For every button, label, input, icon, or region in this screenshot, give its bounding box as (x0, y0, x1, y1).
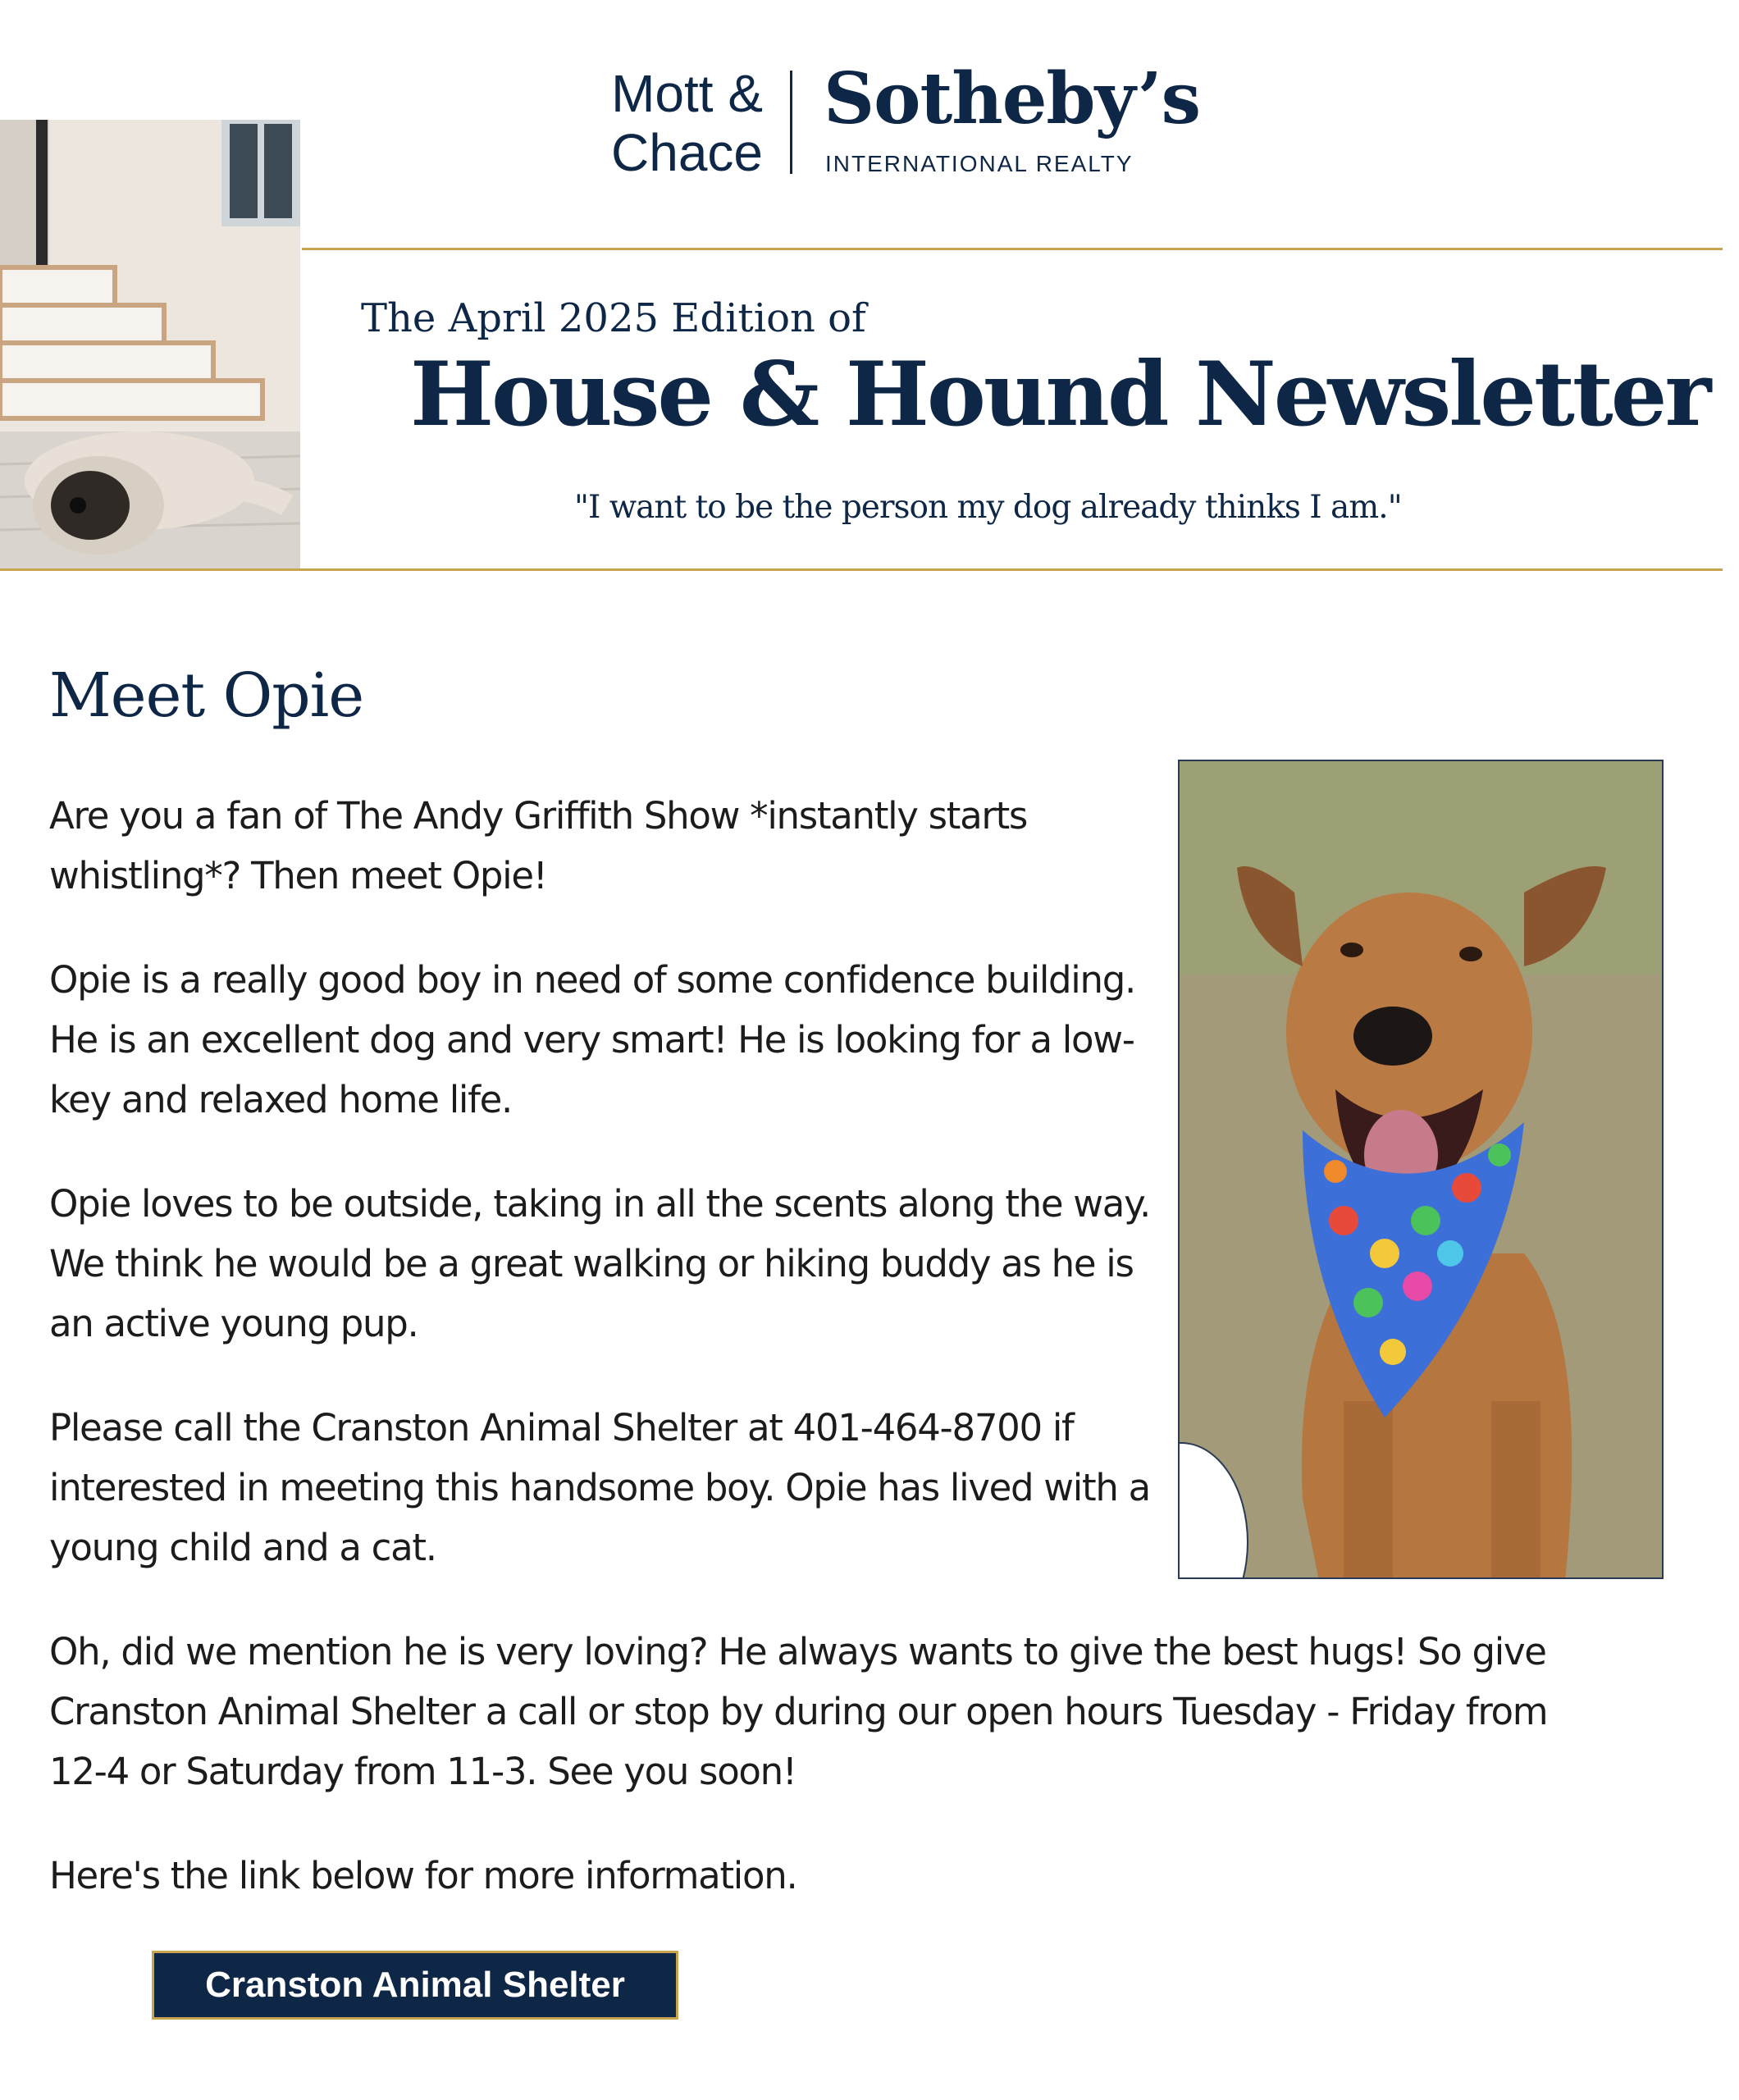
article-paragraph: Oh, did we mention he is very loving? He always wants to give the best hugs! So give Cranston Animal Shelter a call or stop by during our open hours Tuesday - Friday from 12-4 or Saturday from 11-3. See you soon! (49, 1630, 1548, 1793)
logo-divider (790, 71, 792, 174)
header-pug-photo (0, 120, 300, 569)
pug-on-stairs-illustration (0, 120, 300, 569)
header-bottom-rule (0, 568, 1723, 571)
article-paragraph: Opie loves to be outside, taking in all the scents along the way. We think he would be a great walking or hiking buddy as he is an active young pup. (49, 1182, 1150, 1345)
opie-photo (1178, 760, 1664, 1579)
article-paragraph: Here's the link below for more information. (49, 1854, 797, 1897)
logo-sothebys: Sotheby’s (824, 57, 1201, 140)
article-heading: Meet Opie (49, 660, 364, 731)
logo-chace-line: Chace (611, 123, 763, 182)
logo-mott-line: Mott & (611, 64, 763, 123)
article-paragraph: Opie is a really good boy in need of some confidence building. He is an excellent dog and very smart! He is looking for a low-key and relaxed home life. (49, 958, 1136, 1121)
article-paragraph: Please call the Cranston Animal Shelter at 401-464-8700 if interested in meeting this handsome boy. Opie has lived with a young child and a cat. (49, 1406, 1150, 1569)
opie-dog-illustration (1180, 761, 1664, 1579)
logo-international-realty: INTERNATIONAL REALTY (825, 151, 1134, 176)
newsletter-title: House & Hound Newsletter (410, 343, 1709, 446)
header-quote: "I want to be the person my dog already thinks I am." (574, 489, 1402, 526)
cranston-animal-shelter-button[interactable]: Cranston Animal Shelter (152, 1951, 678, 2020)
edition-label: The April 2025 Edition of (361, 295, 866, 341)
article-paragraph: Are you a fan of The Andy Griffith Show *instantly starts whistling*? Then meet Opie! (49, 794, 1028, 897)
header-top-rule (302, 248, 1723, 250)
logo-mott-chace (574, 64, 763, 182)
